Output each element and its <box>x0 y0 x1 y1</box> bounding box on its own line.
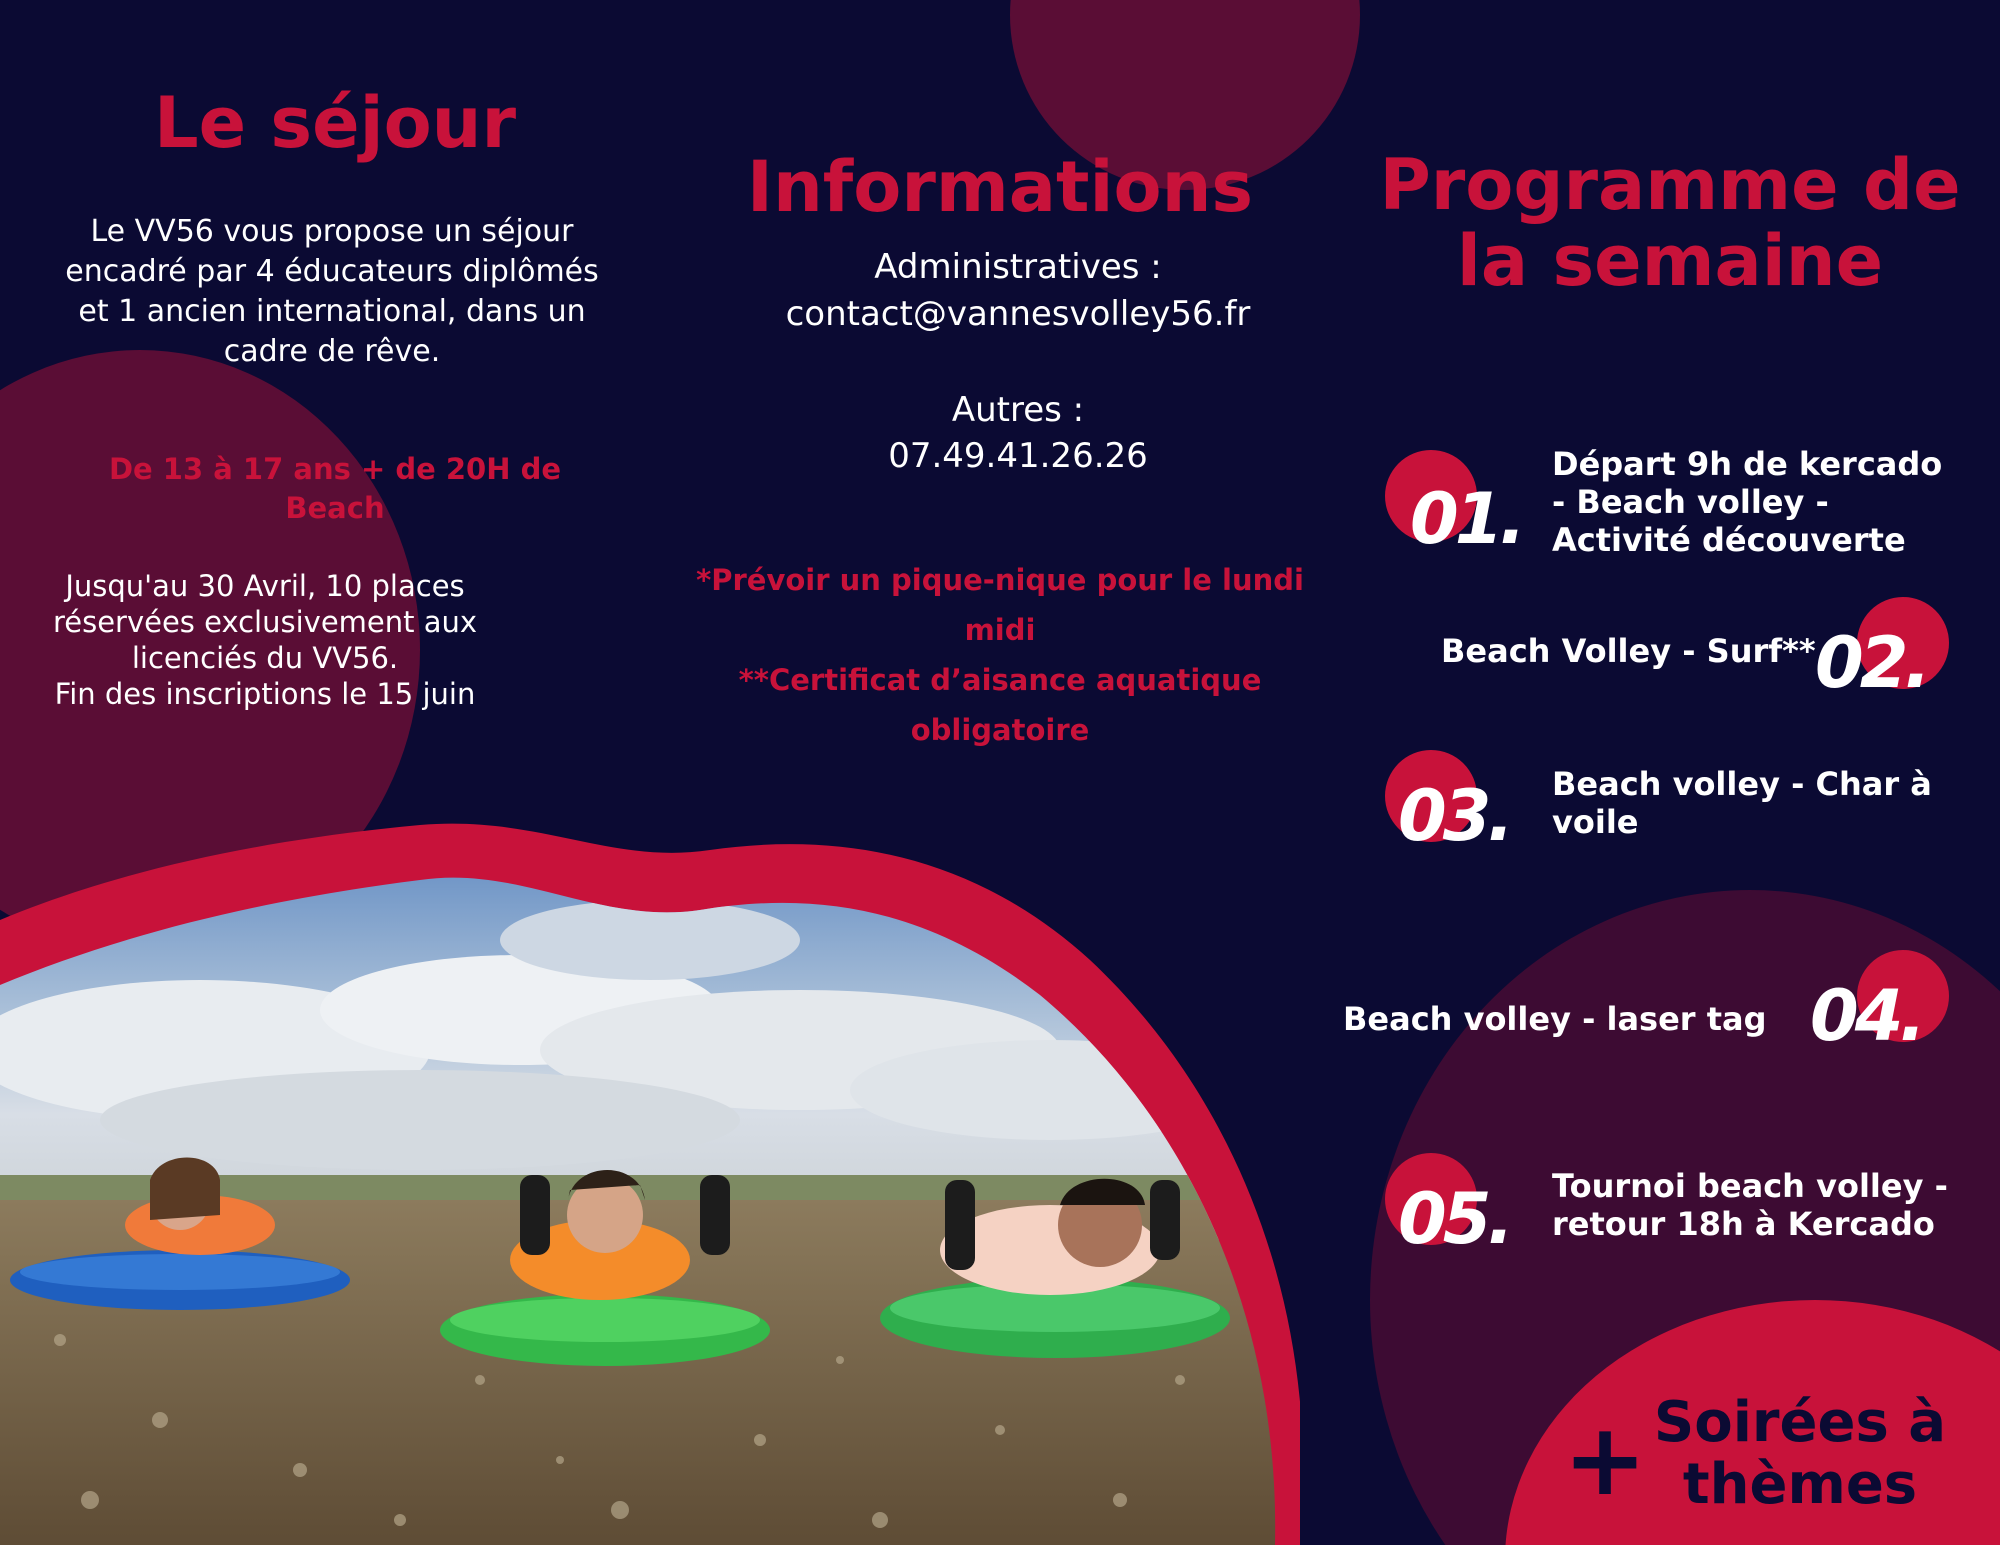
day-03-number: 03. <box>1398 775 1511 857</box>
day-04-number: 04. <box>1810 975 1923 1057</box>
admin-label: Administratives : <box>874 247 1162 287</box>
other-label: Autres : <box>951 390 1085 430</box>
day-02-text: Beach Volley - Surf** <box>1441 632 1816 670</box>
day-02-number: 02. <box>1815 622 1928 704</box>
surf-photo <box>0 820 1300 1545</box>
day-04-text: Beach volley - laser tag <box>1343 1000 1767 1038</box>
sejour-title: Le séjour <box>153 82 517 164</box>
note-picnic: *Prévoir un pique-nique pour le lundi midi <box>696 563 1304 647</box>
plus-icon: + <box>1563 1401 1647 1518</box>
programme-title <box>1360 144 1980 302</box>
day-05-text: Tournoi beach volley - retour 18h à Kercado <box>1552 1167 1948 1243</box>
admin-email[interactable]: contact@vannesvolley56.fr <box>785 294 1251 334</box>
themed-evenings-text: Soirées à thèmes <box>1653 1390 1947 1517</box>
registration-line: Jusqu'au 30 Avril, 10 places <box>65 569 465 603</box>
day-01-text: Départ 9h de kercado - Beach volley - Activité découverte <box>1552 445 1943 559</box>
day-01-number: 01. <box>1410 478 1523 560</box>
programme-title-line: Programme de <box>1379 144 1961 226</box>
registration-line: réservées exclusivement aux <box>52 605 478 639</box>
day-03-text: Beach volley - Char à voile <box>1552 765 1932 841</box>
day-05-number: 05. <box>1398 1178 1511 1260</box>
sejour-registration <box>20 568 510 712</box>
note-certificate: **Certificat d’aisance aquatique obligatoire <box>738 663 1262 747</box>
programme-title-line: la semaine <box>1456 220 1884 302</box>
sejour-description: Le VV56 vous propose un séjour encadré par 4 éducateurs diplômés et 1 ancien international, dans un cadre de rêve. <box>65 214 599 369</box>
registration-line: Fin des inscriptions le 15 juin <box>54 677 476 711</box>
informations-title: Informations <box>746 146 1254 228</box>
other-phone[interactable]: 07.49.41.26.26 <box>888 436 1148 476</box>
sejour-age-highlight: De 13 à 17 ans + de 20H de Beach <box>108 452 562 525</box>
registration-line: licenciés du VV56. <box>131 641 399 675</box>
